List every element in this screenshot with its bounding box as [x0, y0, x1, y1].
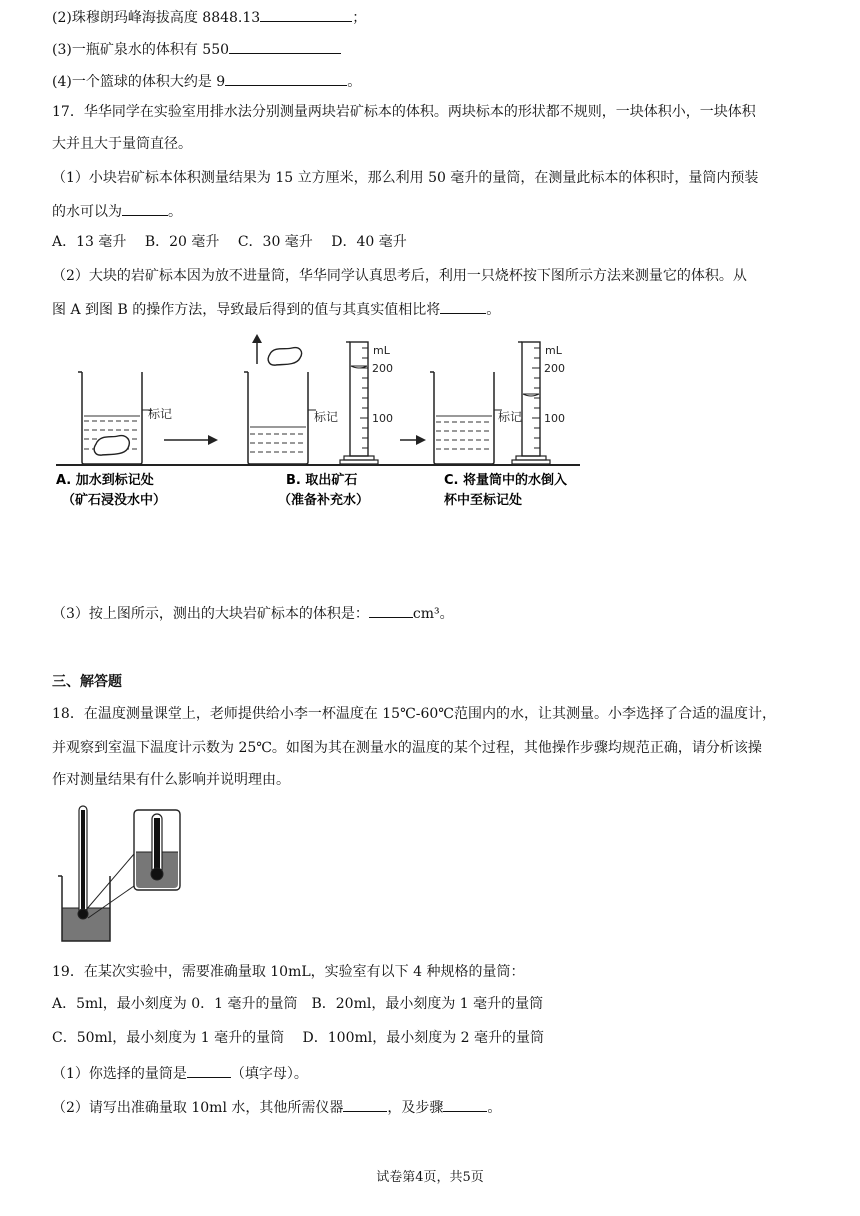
q17-options: A．13 毫升 B．20 毫升 C．30 毫升 D．40 毫升 [52, 234, 407, 250]
section-heading: 三、解答题 [52, 674, 122, 690]
q16-item-2: (2)珠穆朗玛峰海拔高度 8848.13 ； [52, 6, 366, 28]
answer-blank[interactable] [260, 6, 352, 22]
overflow-method-figure [52, 328, 584, 516]
caption-b-line1: B. 取出矿石 [286, 473, 358, 488]
page-footer: 试卷第4页，共5页 [376, 1170, 484, 1185]
thermometer [78, 806, 88, 919]
q19-part2: （2）请写出准确量取 10ml 水，其他所需仪器 ，及步骤 。 [52, 1096, 501, 1118]
answer-blank[interactable] [225, 70, 347, 86]
mark-label-c: 标记 [498, 410, 523, 424]
thermometer-figure [52, 804, 186, 946]
answer-blank[interactable] [229, 38, 341, 54]
q17-stem-line2: 大并且大于量筒直径。 [52, 136, 192, 152]
q18-line2: 并观察到室温下温度计示数为 25℃。如图为其在测量水的温度的某个过程，其他操作步骤均规范正确，请分析该操 [52, 740, 762, 756]
answer-blank[interactable] [440, 298, 486, 314]
caption-c-line2: 杯中至标记处 [444, 493, 523, 508]
q17-stem-line1: 17．华华同学在实验室用排水法分别测量两块岩矿标本的体积。两块标本的形状都不规则，一块体积小，一块体积 [52, 104, 756, 120]
q19-stem: 19．在某次实验中，需要准确量取 10mL，实验室有以下 4 种规格的量筒： [52, 964, 525, 980]
caption-a-line2: （矿石浸没水中） [62, 493, 167, 508]
mark-label-a: 标记 [148, 407, 173, 421]
answer-blank[interactable] [443, 1096, 487, 1112]
zoom-line-bottom [88, 886, 134, 918]
answer-blank[interactable] [187, 1062, 231, 1078]
q18-line1: 18．在温度测量课堂上，老师提供给小李一杯温度在 15℃-60℃范围内的水，让其测量。小李选择了合适的温度计， [52, 706, 776, 722]
answer-blank[interactable] [343, 1096, 387, 1112]
caption-b-line2: （准备补充水） [278, 493, 370, 508]
unit-label-2: mL [545, 344, 562, 357]
tick-100-label-1: 100 [372, 412, 393, 425]
unit-label-1: mL [373, 344, 390, 357]
q18-line3: 作对测量结果有什么影响并说明理由。 [52, 772, 290, 788]
tick-100-label-2: 100 [544, 412, 565, 425]
q19-options-ab: A．5ml，最小刻度为 0．1 毫升的量筒 B．20ml，最小刻度为 1 毫升的量筒 [52, 996, 544, 1012]
q17-part1-line2: 的水可以为 。 [52, 200, 182, 222]
tick-200-label-2: 200 [544, 362, 565, 375]
q19-part1: （1）你选择的量筒是 （填字母）。 [52, 1062, 308, 1084]
ore-sample [94, 436, 129, 455]
caption-c-line1: C. 将量筒中的水倒入 [444, 473, 568, 488]
q16-item-3: (3)一瓶矿泉水的体积有 550 [52, 38, 341, 60]
q17-part1-line1: （1）小块岩矿标本体积测量结果为 15 立方厘米，那么利用 50 毫升的量筒，在测量此标本的体积时，量筒内预装 [52, 170, 759, 186]
answer-blank[interactable] [369, 602, 413, 618]
zoomed-inset [134, 810, 180, 890]
q17-part2-line1: （2）大块的岩矿标本因为放不进量筒，华华同学认真思考后，利用一只烧杯按下图所示方法来测量它的体积。从 [52, 268, 747, 284]
q17-part2-line2: 图 A 到图 B 的操作方法，导致最后得到的值与其真实值相比将 。 [52, 298, 500, 320]
mark-label-b: 标记 [314, 410, 339, 424]
q16-item-4: (4)一个篮球的体积大约是 9 。 [52, 70, 361, 92]
answer-blank[interactable] [122, 200, 168, 216]
q17-part3: （3）按上图所示，测出的大块岩矿标本的体积是： cm³。 [52, 602, 454, 624]
q19-options-cd: C．50ml，最小刻度为 1 毫升的量筒 D．100ml，最小刻度为 2 毫升的量筒 [52, 1030, 545, 1046]
tick-200-label-1: 200 [372, 362, 393, 375]
caption-a-line1: A. 加水到标记处 [56, 473, 154, 488]
